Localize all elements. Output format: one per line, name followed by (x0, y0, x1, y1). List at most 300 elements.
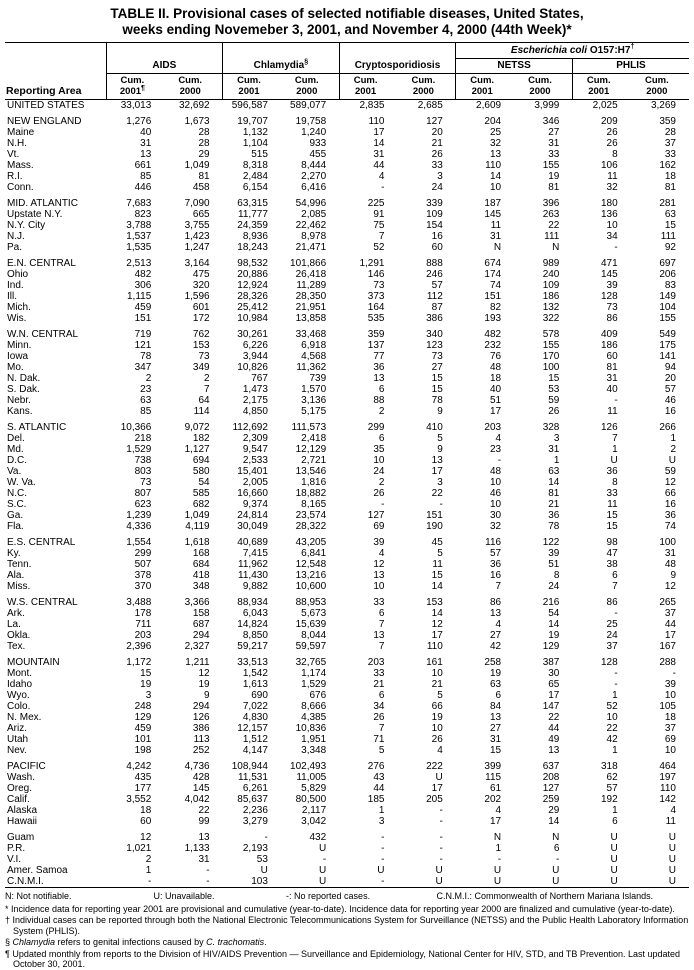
value-cell: - (264, 832, 268, 843)
value-cell: 36 (606, 466, 618, 477)
value-cell: - (381, 182, 385, 193)
value-cell: 1 (378, 805, 385, 816)
value-cell: 10 (489, 477, 502, 488)
value-cell: 19 (489, 668, 502, 679)
reporting-area-cell: W. Va. (7, 477, 36, 488)
reporting-area-cell: NEW ENGLAND (7, 116, 82, 127)
value-cell: 3,279 (242, 816, 268, 827)
value-cell: 396 (542, 198, 560, 209)
value-cell: 40,689 (237, 537, 268, 548)
state-row (5, 171, 689, 182)
value-cell: 208 (542, 772, 560, 783)
value-cell: 6 (378, 690, 385, 701)
value-cell: 145 (192, 783, 210, 794)
value-cell: 409 (600, 329, 618, 340)
value-cell: 10,826 (237, 362, 268, 373)
state-row (5, 723, 689, 734)
reporting-area-cell: Tenn. (7, 559, 32, 570)
value-cell: 151 (484, 291, 502, 302)
value-cell: 1,211 (185, 657, 210, 668)
state-row (5, 362, 689, 373)
value-cell: N (493, 242, 502, 253)
state-row (5, 291, 689, 302)
reporting-area-header: Reporting Area (5, 43, 106, 100)
value-cell: - (439, 816, 443, 827)
value-cell: 1,423 (184, 231, 210, 242)
value-cell: 711 (135, 619, 152, 630)
value-cell: 8 (553, 570, 560, 581)
value-cell: 112 (426, 291, 443, 302)
value-cell: - (206, 865, 210, 876)
value-cell: 27 (489, 630, 502, 641)
value-cell: - (614, 679, 618, 690)
value-cell: 2,721 (301, 455, 327, 466)
reporting-area-cell: N.H. (7, 138, 27, 149)
value-cell: 17 (664, 630, 676, 641)
value-cell: 387 (542, 657, 560, 668)
state-row (5, 127, 689, 138)
value-cell: 31 (489, 734, 502, 745)
value-cell: 15 (140, 668, 152, 679)
value-cell: 187 (484, 198, 502, 209)
region-row (5, 100, 689, 112)
value-cell: 15,401 (237, 466, 268, 477)
value-cell: 33 (373, 597, 385, 608)
value-cell: 106 (600, 160, 618, 171)
reporting-area-cell: Ind. (7, 280, 24, 291)
state-row (5, 712, 689, 723)
value-cell: 44 (373, 160, 385, 171)
state-row (5, 231, 689, 242)
value-cell: 7 (378, 619, 385, 630)
value-cell: 1,596 (184, 291, 210, 302)
reporting-area-cell: N.C. (7, 488, 27, 499)
value-cell: 1,021 (126, 843, 152, 854)
value-cell: 482 (484, 329, 502, 340)
reporting-area-cell: Ga. (7, 510, 24, 521)
value-cell: 11,289 (296, 280, 327, 291)
legend-no-reported-cases: -: No reported cases. (286, 891, 371, 901)
value-cell: 145 (600, 269, 618, 280)
value-cell: - (439, 832, 443, 843)
value-cell: 44 (664, 619, 676, 630)
ecoli-footnote-mark: † (630, 43, 635, 51)
value-cell: 24 (548, 581, 560, 592)
value-cell: 88 (373, 395, 385, 406)
region-row (5, 116, 689, 127)
reporting-area-cell: Idaho (7, 679, 33, 690)
value-cell: 105 (659, 701, 676, 712)
value-cell: 373 (367, 291, 385, 302)
state-row (5, 559, 689, 570)
value-cell: - (439, 499, 443, 510)
state-row (5, 209, 689, 220)
value-cell: 16 (664, 406, 676, 417)
value-cell: 4 (495, 619, 502, 630)
value-cell: 2,309 (242, 433, 268, 444)
value-cell: 4,042 (184, 794, 210, 805)
value-cell: 7 (378, 723, 385, 734)
value-cell: 202 (484, 794, 502, 805)
value-cell: 81 (606, 362, 618, 373)
value-cell: 471 (600, 258, 618, 269)
value-cell: 149 (659, 291, 676, 302)
value-cell: 23,574 (295, 510, 327, 521)
value-cell: 145 (484, 209, 502, 220)
value-cell: 80,500 (295, 794, 327, 805)
value-cell: 21,471 (295, 242, 327, 253)
value-cell: 59 (664, 466, 676, 477)
value-cell: 34 (373, 701, 385, 712)
reporting-area-cell: W.S. CENTRAL (7, 597, 78, 608)
value-cell: 63 (140, 395, 152, 406)
value-cell: 54 (198, 477, 210, 488)
ecoli-serotype-label: O157:H7 (587, 45, 631, 56)
value-cell: 8,444 (301, 160, 327, 171)
value-cell: 38 (606, 559, 618, 570)
value-cell: 29 (548, 805, 560, 816)
value-cell: 665 (192, 209, 210, 220)
footnote-chlamydia-italic: Chlamydia (12, 937, 56, 947)
value-cell: 339 (426, 198, 443, 209)
value-cell: 14 (548, 477, 560, 488)
value-cell: 694 (192, 455, 210, 466)
value-cell: 18 (664, 171, 676, 182)
reporting-area-cell: S. Dak. (7, 384, 40, 395)
reporting-area-cell: Nev. (7, 745, 27, 756)
value-cell: 580 (192, 466, 210, 477)
value-cell: 7,090 (184, 198, 210, 209)
value-cell: 24 (431, 182, 443, 193)
value-cell: 3,999 (534, 100, 560, 111)
value-cell: 10 (606, 712, 618, 723)
value-cell: 475 (192, 269, 210, 280)
value-cell: U (435, 772, 443, 783)
value-cell: 186 (600, 340, 618, 351)
value-cell: 15 (664, 220, 676, 231)
value-cell: U (552, 865, 560, 876)
value-cell: 203 (367, 657, 385, 668)
value-cell: 340 (426, 329, 443, 340)
value-cell: 12,129 (295, 444, 327, 455)
reporting-area-cell: Mo. (7, 362, 24, 373)
value-cell: 2,270 (301, 171, 327, 182)
value-cell: 535 (367, 313, 385, 324)
value-cell: 2,117 (301, 805, 327, 816)
value-cell: 4,336 (126, 521, 152, 532)
value-cell: 399 (484, 761, 502, 772)
value-cell: 28,322 (295, 521, 327, 532)
value-cell: 623 (134, 499, 152, 510)
column-header: Cum. 2001 (572, 74, 630, 100)
value-cell: 20 (664, 373, 676, 384)
value-cell: 676 (309, 690, 327, 701)
value-cell: 349 (192, 362, 210, 373)
value-cell: 11 (607, 499, 618, 510)
value-cell: 32,692 (179, 100, 210, 111)
value-cell: 458 (192, 182, 210, 193)
value-cell: 276 (367, 761, 385, 772)
value-cell: 418 (192, 570, 210, 581)
value-cell: 16 (664, 499, 676, 510)
value-cell: 22 (431, 488, 443, 499)
value-cell: 596,587 (231, 100, 268, 111)
value-cell: - (556, 854, 560, 865)
value-cell: 33 (606, 488, 618, 499)
reporting-area-cell: D.C. (7, 455, 27, 466)
value-cell: 13 (489, 712, 502, 723)
value-cell: 299 (367, 422, 385, 433)
reporting-area-cell: Minn. (7, 340, 32, 351)
value-cell: U (610, 455, 618, 466)
state-row (5, 182, 689, 193)
value-cell: 19 (431, 712, 443, 723)
state-row (5, 488, 689, 499)
value-cell: 13 (373, 570, 385, 581)
value-cell: 690 (251, 690, 268, 701)
value-cell: 36 (489, 559, 502, 570)
value-cell: 85,637 (237, 794, 268, 805)
column-header: Cum. 2001 (339, 74, 397, 100)
footnote-section (5, 937, 689, 948)
value-cell: 19 (140, 679, 152, 690)
value-cell: 823 (134, 209, 152, 220)
value-cell: 482 (134, 269, 152, 280)
value-cell: 674 (484, 258, 502, 269)
netss-column-group: NETSS (456, 59, 573, 74)
legend-cnmi: C.N.M.I.: Commonwealth of Northern Mariana Islands. (436, 891, 654, 901)
value-cell: 66 (664, 488, 676, 499)
value-cell: 27 (431, 362, 443, 373)
value-cell: 2,533 (242, 455, 268, 466)
reporting-area-cell: Conn. (7, 182, 34, 193)
value-cell: 33 (431, 160, 443, 171)
value-cell: 266 (659, 422, 676, 433)
value-cell: 16 (431, 231, 443, 242)
value-cell: 31 (373, 149, 385, 160)
value-cell: 7 (378, 231, 385, 242)
table-header (5, 43, 689, 100)
value-cell: 161 (426, 657, 443, 668)
value-cell: 175 (659, 340, 676, 351)
value-cell: 26 (606, 127, 618, 138)
value-cell: 190 (426, 521, 443, 532)
value-cell: 24 (373, 466, 385, 477)
value-cell: 13 (548, 745, 560, 756)
value-cell: 1,673 (184, 116, 210, 127)
value-cell: 10 (664, 745, 676, 756)
state-row (5, 619, 689, 630)
value-cell: 205 (426, 794, 443, 805)
value-cell: 146 (367, 269, 385, 280)
value-cell: 193 (484, 313, 502, 324)
value-cell: 13,858 (295, 313, 327, 324)
value-cell: 15 (606, 521, 618, 532)
value-cell: 320 (192, 280, 210, 291)
state-row (5, 499, 689, 510)
reporting-area-cell: Mont. (7, 668, 33, 679)
value-cell: 2,609 (476, 100, 502, 111)
value-cell: 29 (198, 149, 210, 160)
value-cell: 53 (256, 854, 268, 865)
value-cell: 11,962 (238, 559, 268, 570)
value-cell: 39 (373, 537, 385, 548)
value-cell: 33 (548, 149, 560, 160)
region-row (5, 198, 689, 209)
value-cell: 7 (204, 384, 210, 395)
table-title (5, 6, 689, 38)
value-cell: 719 (134, 329, 152, 340)
value-cell: 6 (553, 843, 560, 854)
value-cell: 113 (193, 734, 210, 745)
value-cell: 209 (600, 116, 618, 127)
value-cell: N (493, 832, 502, 843)
value-cell: 110 (485, 160, 502, 171)
value-cell: 12,924 (237, 280, 268, 291)
value-cell: 24,359 (237, 220, 268, 231)
value-cell: 22 (606, 723, 618, 734)
value-cell: 136 (600, 209, 618, 220)
reporting-area-cell: PACIFIC (7, 761, 46, 772)
title-line-1: TABLE II. Provisional cases of selected notifiable diseases, United States, (110, 6, 584, 21)
value-cell: 2 (204, 373, 210, 384)
value-cell: 5,175 (301, 406, 327, 417)
value-cell: 86 (489, 597, 502, 608)
value-cell: 151 (134, 313, 152, 324)
reporting-area-cell: Wis. (7, 313, 27, 324)
value-cell: 128 (600, 657, 618, 668)
value-cell: 4,830 (242, 712, 268, 723)
value-cell: - (339, 876, 397, 888)
reporting-area-cell: Pa. (7, 242, 23, 253)
value-cell: 61 (489, 783, 502, 794)
value-cell: 78 (548, 521, 560, 532)
value-cell: 10 (489, 182, 502, 193)
value-cell: 2,484 (242, 171, 268, 182)
value-cell: 989 (542, 258, 560, 269)
value-cell: 100 (659, 537, 676, 548)
value-cell: 15 (548, 373, 560, 384)
value-cell: 206 (659, 269, 676, 280)
value-cell: 359 (659, 116, 676, 127)
value-cell: 87 (431, 302, 443, 313)
value-cell: 2 (145, 373, 152, 384)
value-cell: 12 (373, 559, 385, 570)
value-cell: 8,850 (242, 630, 268, 641)
footnote-pilcrow: ¶ Updated monthly from reports to the Division of HIV/AIDS Prevention — Surveillance and Epidemiology, National Center for HIV, STD, and TB Prevention. Last updated October 30, 2001. (5, 948, 681, 969)
value-cell: 54 (548, 608, 560, 619)
state-row (5, 805, 689, 816)
value-cell: 147 (542, 701, 560, 712)
value-cell: 218 (134, 433, 152, 444)
value-cell: 53 (548, 384, 560, 395)
value-cell: 6,416 (301, 182, 327, 193)
value-cell: 3,348 (301, 745, 327, 756)
value-cell: 24 (606, 630, 618, 641)
value-cell: 110 (426, 641, 443, 652)
value-cell: 464 (659, 761, 676, 772)
value-cell: 1,132 (242, 127, 268, 138)
value-cell: 1,816 (301, 477, 327, 488)
state-row (5, 581, 689, 592)
state-row (5, 444, 689, 455)
value-cell: 129 (542, 641, 560, 652)
value-cell: 111 (544, 231, 560, 242)
value-cell: 203 (484, 422, 502, 433)
value-cell: U (456, 876, 514, 888)
value-cell: 6,154 (242, 182, 268, 193)
notifiable-diseases-table (5, 42, 689, 888)
value-cell: 32,765 (295, 657, 327, 668)
value-cell: 682 (192, 499, 210, 510)
value-cell: 14 (548, 816, 560, 827)
reporting-area-cell: Ark. (7, 608, 25, 619)
value-cell: 12 (664, 477, 676, 488)
value-cell: U (260, 865, 268, 876)
value-cell: 12,157 (237, 723, 268, 734)
value-cell: U (668, 832, 676, 843)
value-cell: 114 (193, 406, 210, 417)
value-cell: 410 (426, 422, 443, 433)
value-cell: U (572, 876, 630, 888)
state-row (5, 280, 689, 291)
value-cell: 42 (489, 641, 502, 652)
value-cell: 81 (548, 182, 560, 193)
value-cell: U (610, 865, 618, 876)
state-row (5, 510, 689, 521)
value-cell: 33 (664, 149, 676, 160)
value-cell: 182 (192, 433, 210, 444)
column-header: Cum. 2000 (631, 74, 689, 100)
value-cell: 78 (140, 351, 152, 362)
column-header: Cum. 2000 (281, 74, 339, 100)
state-row (5, 854, 689, 865)
value-cell: - (439, 854, 443, 865)
value-cell: 115 (485, 772, 502, 783)
value-cell: 4 (437, 745, 443, 756)
value-cell: 697 (659, 258, 676, 269)
value-cell: 1,618 (184, 537, 210, 548)
value-cell: 177 (134, 783, 152, 794)
value-cell: 31 (548, 138, 560, 149)
state-row (5, 340, 689, 351)
value-cell: 26 (373, 712, 385, 723)
reporting-area-cell: N. Dak. (7, 373, 41, 384)
footnote-section-prefix: § (5, 937, 13, 947)
value-cell: 1,104 (242, 138, 268, 149)
value-cell: 18,243 (237, 242, 268, 253)
value-cell: 192 (600, 794, 618, 805)
state-row (5, 843, 689, 854)
value-cell: 3 (145, 690, 152, 701)
value-cell: 13 (431, 455, 443, 466)
value-cell: 26 (431, 734, 443, 745)
value-cell: 1,529 (301, 679, 327, 690)
value-cell: - (381, 854, 385, 865)
value-cell: 111,573 (291, 422, 327, 433)
value-cell: 110 (368, 116, 385, 127)
value-cell: 222 (426, 761, 443, 772)
value-cell: 126 (192, 712, 210, 723)
value-cell: 263 (542, 209, 560, 220)
value-cell: 22,462 (295, 220, 327, 231)
phlis-column-group: PHLIS (572, 59, 689, 74)
value-cell: 1,240 (301, 127, 327, 138)
region-row (5, 761, 689, 772)
value-cell: 12 (198, 668, 210, 679)
value-cell: 180 (600, 198, 618, 209)
state-row (5, 373, 689, 384)
